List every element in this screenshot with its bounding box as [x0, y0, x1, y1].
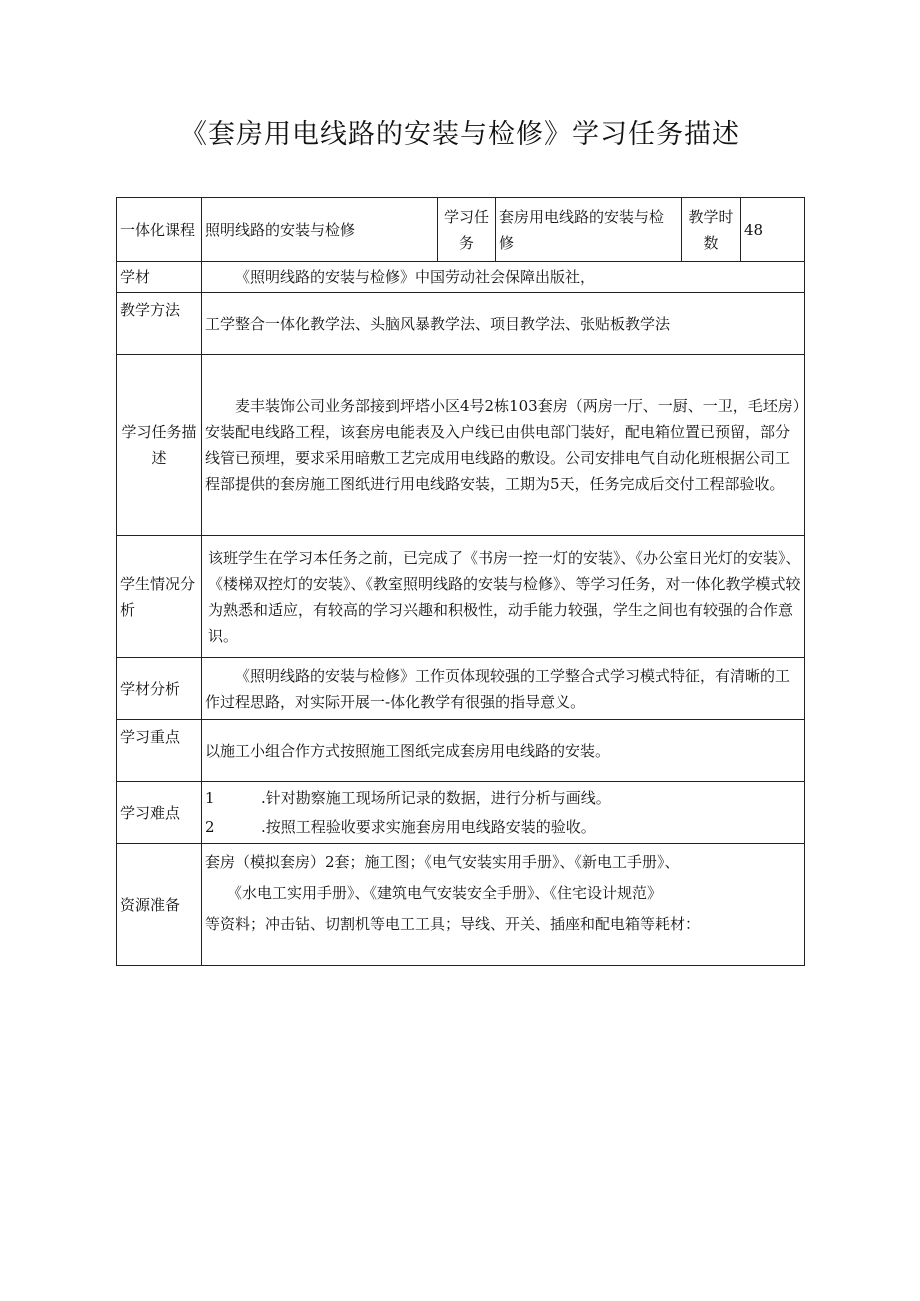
material-label: 学材 — [117, 262, 202, 293]
difficulty-item — [205, 784, 801, 813]
course-label: 一体化课程 — [117, 198, 202, 262]
task-value: 套房用电线路的安装与检修 — [496, 198, 682, 262]
material-text: 《照明线路的安装与检修》中国劳动社会保障出版社， — [202, 262, 805, 293]
difficulty-label: 学习难点 — [117, 782, 202, 844]
difficulty-cell — [202, 782, 805, 844]
table-row-focus — [117, 720, 805, 782]
method-label: 教学方法 — [117, 293, 202, 355]
analysis-label: 学材分析 — [117, 658, 202, 720]
resources-line: 《水电工实用手册》、《建筑电气安装安全手册》、《住宅设计规范》 — [227, 884, 663, 902]
table-row-method — [117, 293, 805, 355]
task-desc-label: 学习任务描述 — [117, 355, 202, 536]
table-row-material-analysis — [117, 658, 805, 720]
student-text: 该班学生在学习本任务之前，已完成了《书房一控一灯的安装》、《办公室日光灯的安装》、《楼梯双控灯的安装》、《教室照明线路的安装与检修》、等学习任务，对一体化教学模式较为熟悉和适应，有较高的学习兴趣和积极性，动手能力较强，学生之间也有较强的合作意识。 — [202, 536, 805, 658]
hours-label: 教学时数 — [682, 198, 741, 262]
table-row-difficulty — [117, 782, 805, 844]
focus-text: 以施工小组合作方式按照施工图纸完成套房用电线路的安装。 — [202, 720, 805, 782]
student-label: 学生情况分析 — [117, 536, 202, 658]
method-text: 工学整合一体化教学法、头脑风暴教学法、项目教学法、张贴板教学法 — [202, 293, 805, 355]
difficulty-text: .针对勘察施工现场所记录的数据，进行分析与画线。 — [261, 788, 611, 807]
difficulty-item — [205, 813, 801, 842]
resources-cell — [202, 844, 805, 966]
course-value: 照明线路的安装与检修 — [202, 198, 438, 262]
task-label: 学习任务 — [438, 198, 496, 262]
table-row-resources — [117, 844, 805, 966]
page-title: 《套房用电线路的安装与检修》学习任务描述 — [180, 119, 740, 150]
analysis-text: 《照明线路的安装与检修》工作页体现较强的工学整合式学习模式特征，有清晰的工作过程思路，对实际开展一-体化教学有很强的指导意义。 — [202, 658, 805, 720]
difficulty-number: 2 — [205, 817, 215, 836]
task-desc-text: 麦丰装饰公司业务部接到坪塔小区4号2栋103套房（两房一厅、一厨、一卫，毛坯房）安装配电线路工程，该套房电能表及入户线已由供电部门装好，配电箱位置已预留，部分线管已预埋，要求采用暗敷工艺完成用电线路的敷设。公司安排电气自动化班根据公司工程部提供的套房施工图纸进行用电线路安装，工期为5天，任务完成后交付工程部验收。 — [202, 355, 805, 536]
resources-line: 套房（模拟套房）2套；施工图；《电气安装实用手册》、《新电工手册》、 — [205, 853, 680, 871]
table-row-student-analysis — [117, 536, 805, 658]
focus-label: 学习重点 — [117, 720, 202, 782]
difficulty-number: 1 — [205, 788, 215, 807]
table-row-material — [117, 262, 805, 293]
resources-label: 资源准备 — [117, 844, 202, 966]
resources-line: 等资料；冲击钻、切割机等电工工具；导线、开关、插座和配电箱等耗材： — [205, 915, 701, 933]
difficulty-text: .按照工程验收要求实施套房用电线路安装的验收。 — [261, 817, 596, 836]
table-row-header — [117, 198, 805, 262]
hours-value: 48 — [741, 198, 805, 262]
task-description-table — [116, 197, 805, 966]
table-row-task-description — [117, 355, 805, 536]
